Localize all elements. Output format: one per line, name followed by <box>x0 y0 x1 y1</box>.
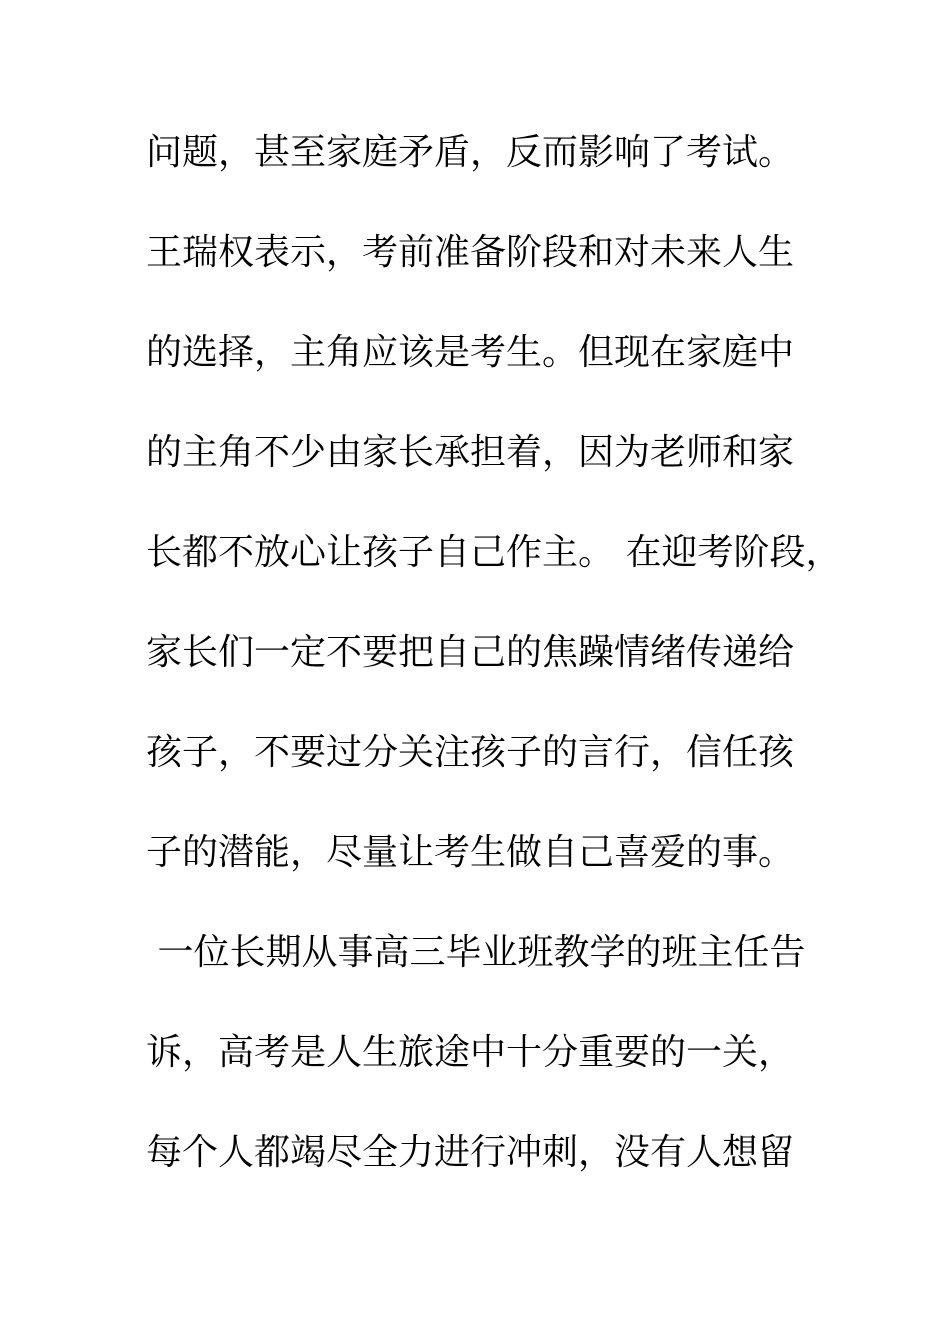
text-line: 王瑞权表示，考前准备阶段和对未来人生 <box>146 232 795 273</box>
text-line: 每个人都竭尽全力进行冲刺，没有人想留 <box>146 1132 795 1173</box>
text-line: 的主角不少由家长承担着，因为老师和家 <box>146 432 795 473</box>
text-line: 的选择，主角应该是考生。但现在家庭中 <box>146 332 795 373</box>
text-line: 一位长期从事高三毕业班教学的班主任告 <box>146 932 806 973</box>
text-line: 问题，甚至家庭矛盾，反而影响了考试。 <box>146 132 795 173</box>
text-line: 孩子，不要过分关注孩子的言行，信任孩 <box>146 732 795 773</box>
text-line: 子的潜能，尽量让考生做自己喜爱的事。 <box>146 832 795 873</box>
text-line: 诉，高考是人生旅途中十分重要的一关， <box>146 1032 795 1073</box>
text-line: 长都不放心让孩子自己作主。 在迎考阶段， <box>146 532 842 573</box>
text-line: 家长们一定不要把自己的焦躁情绪传递给 <box>146 632 795 673</box>
